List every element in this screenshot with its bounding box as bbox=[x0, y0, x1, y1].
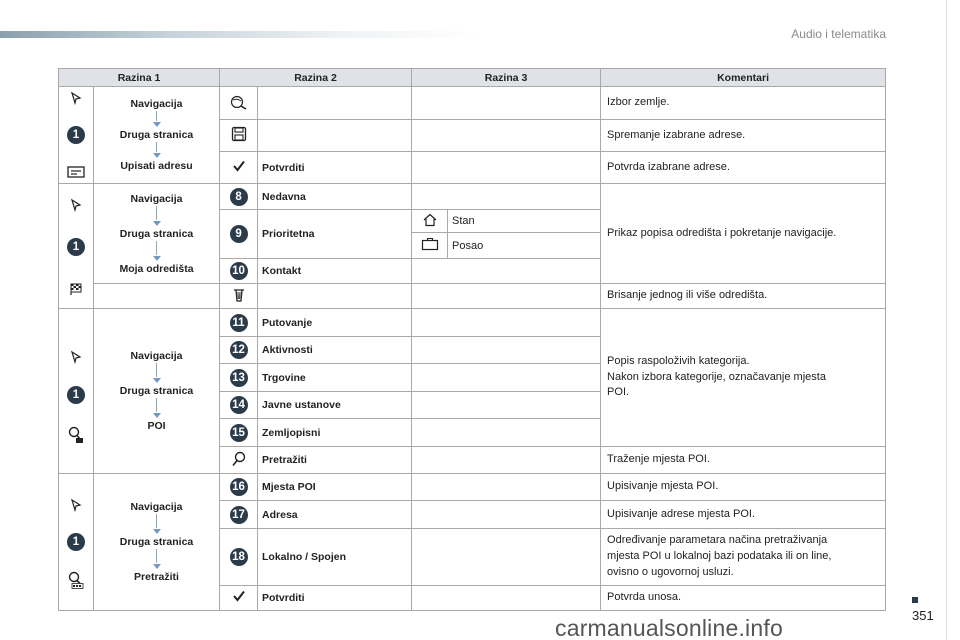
navigation-arrow-icon bbox=[69, 350, 83, 364]
step-badge: 1 bbox=[67, 126, 85, 144]
level2-label: Mjesta POI bbox=[258, 474, 412, 501]
navigation-arrow-icon bbox=[69, 498, 83, 512]
step-badge: 18 bbox=[230, 548, 248, 566]
level2-label: Lokalno / Spojen bbox=[258, 529, 412, 586]
level2-label: Prioritetna bbox=[258, 210, 412, 259]
text-search-icon bbox=[68, 571, 84, 589]
level2-label: Putovanje bbox=[258, 309, 412, 337]
path-step: Pretražiti bbox=[134, 570, 179, 583]
delete-cell bbox=[220, 284, 258, 309]
level3-label: Stan bbox=[448, 210, 601, 233]
watermark: carmanualsonline.info bbox=[555, 615, 783, 640]
home-cell bbox=[412, 210, 448, 233]
step-badge: 14 bbox=[230, 396, 248, 414]
col-header-level3: Razina 3 bbox=[412, 69, 601, 87]
comment-line: Popis raspoloživih kategorija. bbox=[607, 354, 750, 367]
poi-search-icon bbox=[68, 426, 84, 444]
menu-table bbox=[58, 68, 886, 611]
table-row bbox=[59, 87, 886, 120]
table-row bbox=[59, 184, 886, 210]
confirm-cell bbox=[220, 152, 258, 184]
group4-icons bbox=[59, 474, 94, 611]
path-step: Moja odredišta bbox=[119, 262, 194, 275]
level2-label: Zemljopisni bbox=[258, 419, 412, 447]
path-step: Navigacija bbox=[130, 350, 183, 362]
page-edge-rule bbox=[946, 0, 947, 640]
comment-cell: Potvrda unosa. bbox=[601, 585, 886, 610]
comment-cell: Prikaz popisa odredišta i pokretanje navigacije. bbox=[601, 184, 886, 284]
checkered-flag-icon bbox=[69, 282, 83, 296]
level3-label: Posao bbox=[448, 233, 601, 259]
path-step: Druga stranica bbox=[119, 129, 194, 141]
step-badge: 15 bbox=[230, 424, 248, 442]
step-badge: 8 bbox=[230, 188, 248, 206]
level2-label: Nedavna bbox=[258, 184, 412, 210]
level2-label: Aktivnosti bbox=[258, 337, 412, 364]
search-icon bbox=[231, 451, 247, 467]
comment-cell: Spremanje izabrane adrese. bbox=[601, 120, 886, 152]
address-card-icon bbox=[67, 165, 85, 179]
step-badge: 12 bbox=[230, 341, 248, 359]
step-badge: 9 bbox=[230, 225, 248, 243]
path-step: Navigacija bbox=[130, 98, 183, 110]
path-step: Druga stranica bbox=[119, 385, 194, 397]
page-marker bbox=[912, 597, 918, 603]
group2-path bbox=[94, 184, 220, 284]
col-header-level1: Razina 1 bbox=[59, 69, 220, 87]
step-badge: 10 bbox=[230, 262, 248, 280]
level2-label: Kontakt bbox=[258, 259, 412, 284]
level2-label: Pretražiti bbox=[258, 447, 412, 474]
level2-label: Trgovine bbox=[258, 364, 412, 392]
table-row bbox=[59, 309, 886, 337]
comment-line: POI. bbox=[607, 386, 630, 399]
level2-label: Potvrditi bbox=[258, 152, 412, 184]
comment-line: mjesta POI u lokalnoj bazi podataka ili on line, bbox=[607, 549, 832, 562]
path-step: Upisati adresu bbox=[120, 160, 193, 172]
confirm-cell bbox=[220, 585, 258, 610]
navigation-arrow-icon bbox=[69, 198, 83, 212]
step-badge: 13 bbox=[230, 369, 248, 387]
step-badge: 1 bbox=[67, 238, 85, 256]
step-badge: 1 bbox=[67, 533, 85, 551]
path-step: POI bbox=[147, 420, 166, 432]
group3-path bbox=[94, 309, 220, 474]
checkmark-icon bbox=[233, 160, 245, 172]
group2-icons bbox=[59, 184, 94, 309]
comment-cell bbox=[601, 529, 886, 586]
search-cell bbox=[220, 447, 258, 474]
path-step: Navigacija bbox=[130, 500, 183, 513]
level2-label: Javne ustanove bbox=[258, 392, 412, 419]
step-badge: 16 bbox=[230, 478, 248, 496]
home-icon bbox=[422, 213, 438, 227]
comment-cell: Potvrda izabrane adrese. bbox=[601, 152, 886, 184]
table-row bbox=[59, 474, 886, 501]
path-step: Druga stranica bbox=[119, 227, 194, 240]
table-header-row bbox=[59, 69, 886, 87]
comment-cell: Traženje mjesta POI. bbox=[601, 447, 886, 474]
header-accent-bar bbox=[0, 31, 480, 38]
table-row bbox=[59, 284, 886, 309]
step-badge: 17 bbox=[230, 506, 248, 524]
comment-line: Nakon izbora kategorije, označavanje mjesta bbox=[607, 370, 826, 383]
trash-icon bbox=[232, 287, 246, 303]
navigation-arrow-icon bbox=[69, 91, 83, 105]
checkmark-icon bbox=[233, 590, 245, 602]
page-number: 351 bbox=[912, 608, 934, 623]
briefcase-icon bbox=[421, 237, 439, 251]
step-badge: 11 bbox=[230, 314, 248, 332]
save-icon bbox=[231, 126, 247, 142]
globe-search-icon bbox=[229, 94, 249, 110]
comment-cell: Izbor zemlje. bbox=[601, 87, 886, 120]
work-cell bbox=[412, 233, 448, 259]
group4-path bbox=[94, 474, 220, 611]
group3-icons bbox=[59, 309, 94, 474]
col-header-comments: Komentari bbox=[601, 69, 886, 87]
comment-cell: Brisanje jednog ili više odredišta. bbox=[601, 284, 886, 309]
group1-path bbox=[94, 87, 220, 184]
comment-cell: Upisivanje adrese mjesta POI. bbox=[601, 501, 886, 529]
path-step: Navigacija bbox=[130, 192, 183, 205]
comment-cell: Upisivanje mjesta POI. bbox=[601, 474, 886, 501]
section-title: Audio i telematika bbox=[791, 27, 886, 41]
col-header-level2: Razina 2 bbox=[220, 69, 412, 87]
comment-line: ovisno o ugovornoj usluzi. bbox=[607, 565, 734, 578]
save-cell bbox=[220, 120, 258, 152]
comment-cell bbox=[601, 309, 886, 447]
group1-icons bbox=[59, 87, 94, 184]
level2-label: Potvrditi bbox=[258, 585, 412, 610]
path-step: Druga stranica bbox=[119, 535, 194, 548]
step-badge: 1 bbox=[67, 386, 85, 404]
globe-search-cell bbox=[220, 87, 258, 120]
level2-label: Adresa bbox=[258, 501, 412, 529]
comment-line: Određivanje parametara načina pretraživanja bbox=[607, 534, 828, 546]
